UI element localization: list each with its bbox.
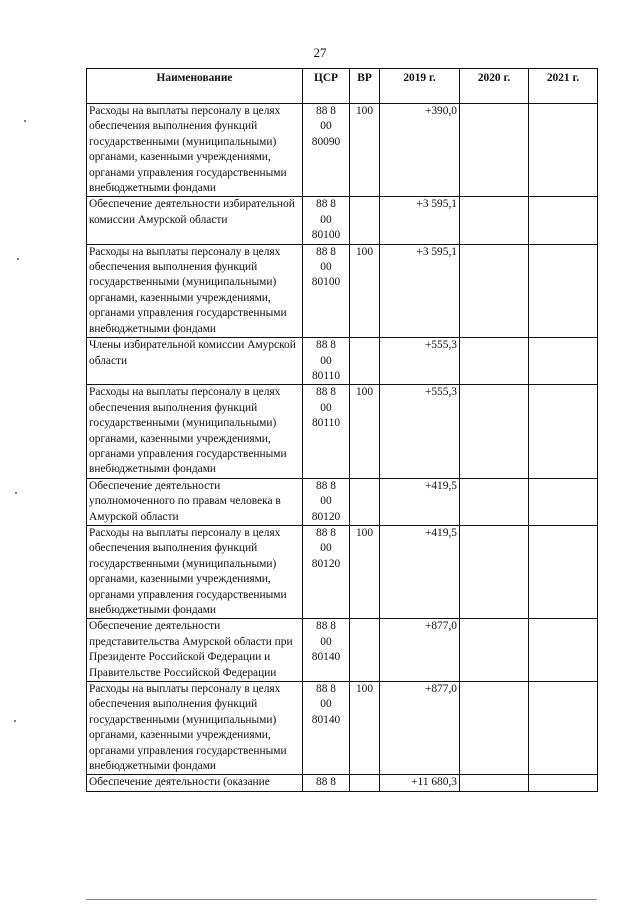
row-2020 — [460, 385, 529, 478]
scan-speck — [17, 258, 19, 260]
row-name: Расходы на выплаты персоналу в целях обеспечения выполнения функций государственными (муниципальными) органами, казенными учреждениями, органами управления государственными внебюджетными фондами — [87, 682, 303, 775]
row-csr: 88 8 00 80140 — [303, 619, 350, 682]
row-2021 — [529, 775, 598, 791]
row-2021 — [529, 197, 598, 244]
row-2019: +390,0 — [380, 104, 460, 197]
header-2019: 2019 г. — [380, 69, 460, 104]
row-2020 — [460, 478, 529, 525]
row-2021 — [529, 338, 598, 385]
row-2019: +419,5 — [380, 525, 460, 618]
row-name: Расходы на выплаты персоналу в целях обеспечения выполнения функций государственными (муниципальными) органами, казенными учреждениями, органами управления государственными внебюджетными фондами — [87, 385, 303, 478]
header-csr: ЦСР — [303, 69, 350, 104]
row-name: Расходы на выплаты персоналу в целях обеспечения выполнения функций государственными (муниципальными) органами, казенными учреждениями, органами управления государственными внебюджетными фондами — [87, 104, 303, 197]
row-2020 — [460, 525, 529, 618]
row-vr: 100 — [350, 244, 380, 337]
table-row — [87, 682, 598, 775]
row-2021 — [529, 244, 598, 337]
scan-speck — [24, 120, 26, 122]
row-2020 — [460, 197, 529, 244]
row-2021 — [529, 104, 598, 197]
table-row — [87, 385, 598, 478]
row-2020 — [460, 682, 529, 775]
row-2019: +555,3 — [380, 338, 460, 385]
row-2019: +555,3 — [380, 385, 460, 478]
row-name: Расходы на выплаты персоналу в целях обеспечения выполнения функций государственными (муниципальными) органами, казенными учреждениями, органами управления государственными внебюджетными фондами — [87, 244, 303, 337]
row-vr — [350, 197, 380, 244]
row-vr: 100 — [350, 682, 380, 775]
row-2020 — [460, 619, 529, 682]
scan-speck — [14, 720, 16, 722]
budget-table — [86, 68, 598, 792]
row-2021 — [529, 385, 598, 478]
row-csr: 88 8 00 80100 — [303, 197, 350, 244]
row-name: Обеспечение деятельности избирательной комиссии Амурской области — [87, 197, 303, 244]
row-name: Члены избирательной комиссии Амурской области — [87, 338, 303, 385]
row-vr — [350, 775, 380, 791]
row-2019: +419,5 — [380, 478, 460, 525]
row-csr: 88 8 00 80120 — [303, 478, 350, 525]
row-name: Обеспечение деятельности представительства Амурской области при Президенте Российской Федерации и Правительстве Российской Федерации — [87, 619, 303, 682]
table-row — [87, 619, 598, 682]
row-2020 — [460, 104, 529, 197]
row-vr: 100 — [350, 104, 380, 197]
row-name: Обеспечение деятельности уполномоченного по правам человека в Амурской области — [87, 478, 303, 525]
header-2021: 2021 г. — [529, 69, 598, 104]
table-row — [87, 775, 598, 791]
row-vr: 100 — [350, 385, 380, 478]
table-row — [87, 244, 598, 337]
row-2019: +877,0 — [380, 619, 460, 682]
scan-speck — [15, 492, 17, 494]
table-row — [87, 478, 598, 525]
row-2019: +877,0 — [380, 682, 460, 775]
row-vr — [350, 619, 380, 682]
table-row — [87, 525, 598, 618]
row-2021 — [529, 525, 598, 618]
row-vr — [350, 338, 380, 385]
row-csr: 88 8 00 80120 — [303, 525, 350, 618]
row-csr: 88 8 00 80110 — [303, 338, 350, 385]
row-vr: 100 — [350, 525, 380, 618]
row-csr: 88 8 00 80110 — [303, 385, 350, 478]
row-csr: 88 8 00 80090 — [303, 104, 350, 197]
table-header-row — [87, 69, 598, 104]
row-2020 — [460, 775, 529, 791]
table-row — [87, 338, 598, 385]
header-name: Наименование — [87, 69, 303, 104]
row-csr: 88 8 00 80100 — [303, 244, 350, 337]
table-row — [87, 197, 598, 244]
row-2019: +11 680,3 — [380, 775, 460, 791]
row-name: Расходы на выплаты персоналу в целях обеспечения выполнения функций государственными (муниципальными) органами, казенными учреждениями, органами управления государственными внебюджетными фондами — [87, 525, 303, 618]
row-2019: +3 595,1 — [380, 244, 460, 337]
header-2020: 2020 г. — [460, 69, 529, 104]
row-2020 — [460, 338, 529, 385]
row-2020 — [460, 244, 529, 337]
row-2021 — [529, 478, 598, 525]
bottom-edge-rule — [86, 899, 597, 900]
row-csr: 88 8 00 80140 — [303, 682, 350, 775]
header-vr: ВР — [350, 69, 380, 104]
page-number: 27 — [313, 45, 327, 60]
row-2019: +3 595,1 — [380, 197, 460, 244]
row-csr: 88 8 — [303, 775, 350, 791]
row-vr — [350, 478, 380, 525]
row-2021 — [529, 682, 598, 775]
row-name: Обеспечение деятельности (оказание — [87, 775, 303, 791]
row-2021 — [529, 619, 598, 682]
table-row — [87, 104, 598, 197]
